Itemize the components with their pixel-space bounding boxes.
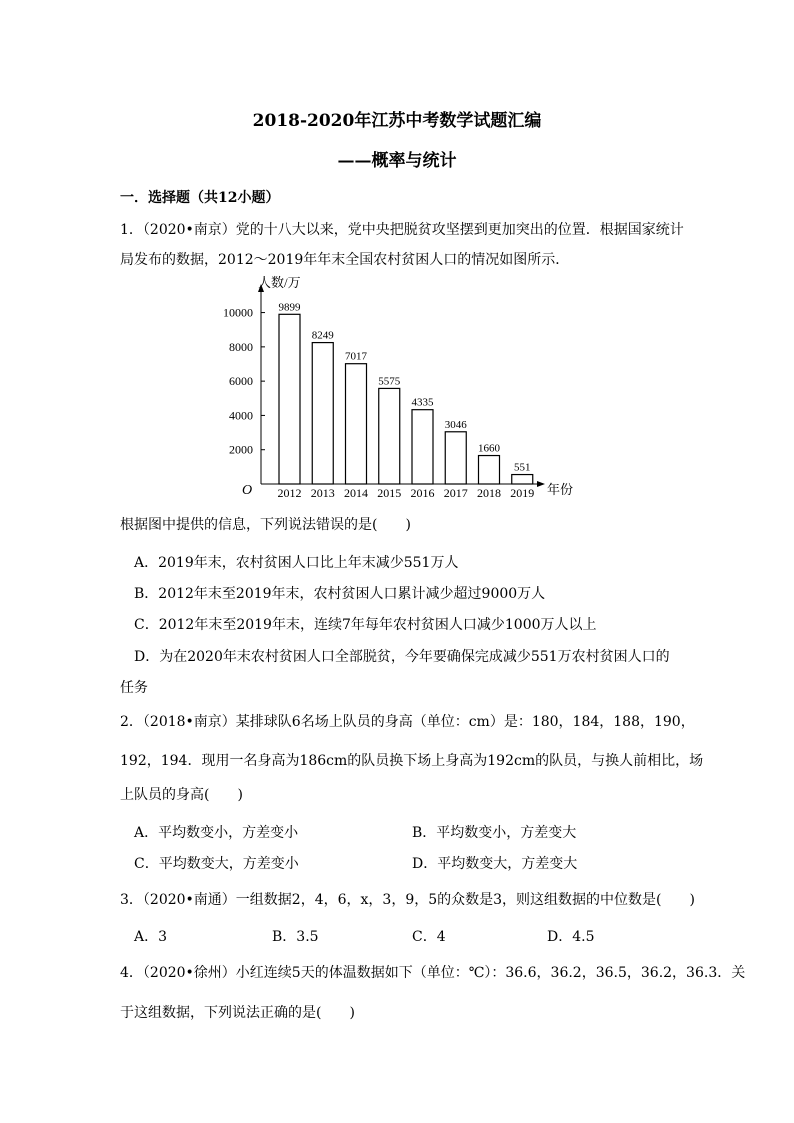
y-tick-label: 4000 bbox=[229, 408, 253, 423]
x-tick-label-2016: 2016 bbox=[410, 486, 435, 500]
q1-question: 根据图中提供的信息，下列说法错误的是( ) bbox=[120, 517, 411, 533]
data-label-2017: 3046 bbox=[444, 418, 467, 431]
q2-option-b[interactable]: B．平均数变小，方差变大 bbox=[412, 825, 577, 841]
q1-option-d-continued: 任务 bbox=[120, 680, 148, 696]
q3-option-d[interactable]: D．4.5 bbox=[547, 929, 595, 945]
q1-option-d[interactable]: D．为在2020年末农村贫困人口全部脱贫，今年要确保完成减少551万农村贫困人口的 bbox=[134, 649, 670, 665]
q1-option-b[interactable]: B．2012年末至2019年末，农村贫困人口累计减少超过9000万人 bbox=[134, 586, 546, 602]
data-label-2016: 4335 bbox=[411, 396, 434, 409]
q2-stem-line2: 192，194．现用一名身高为186cm的队员换下场上身高为192cm的队员，与换人前相比，场 bbox=[120, 753, 704, 769]
bar-2012 bbox=[279, 314, 300, 484]
x-tick-label-2013: 2013 bbox=[310, 486, 335, 500]
document-title: 2018-2020年江苏中考数学试题汇编 bbox=[252, 111, 542, 131]
q3-stem: 3．（2020•南通）一组数据2，4，6，x，3，9，5的众数是3，则这组数据的中位数是( ) bbox=[120, 892, 695, 908]
origin-label: O bbox=[242, 483, 253, 498]
data-label-2015: 5575 bbox=[378, 375, 401, 388]
q2-option-d[interactable]: D．平均数变大，方差变大 bbox=[412, 856, 578, 872]
data-label-2018: 1660 bbox=[478, 442, 500, 455]
q2-option-a[interactable]: A．平均数变小，方差变小 bbox=[134, 825, 299, 841]
x-tick-labels bbox=[278, 486, 535, 500]
bars bbox=[279, 301, 533, 484]
q3-option-c[interactable]: C．4 bbox=[412, 929, 446, 945]
data-label-2019: 551 bbox=[514, 461, 531, 474]
bar-2019 bbox=[512, 475, 533, 484]
q2-stem-line1: 2．（2018•南京）某排球队6名场上队员的身高（单位：cm）是：180，184，188，190， bbox=[120, 714, 695, 730]
q1-stem-line1: 1．（2020•南京）党的十八大以来，党中央把脱贫攻坚摆到更加突出的位置．根据国家统计 bbox=[120, 222, 684, 238]
q4-stem-line1: 4．（2020•徐州）小红连续5天的体温数据如下（单位：℃）：36.6，36.2，36.5，36.2，36.3．关 bbox=[120, 965, 746, 981]
x-tick-label-2014: 2014 bbox=[344, 486, 368, 500]
y-tick-label: 10000 bbox=[223, 305, 253, 320]
x-tick-label-2019: 2019 bbox=[510, 486, 535, 500]
q1-option-a[interactable]: A．2019年末，农村贫困人口比上年末减少551万人 bbox=[134, 555, 459, 571]
y-tick-label: 6000 bbox=[229, 374, 253, 389]
bar-2016 bbox=[412, 410, 433, 484]
q1-stem-line2: 局发布的数据，2012～2019年年末全国农村贫困人口的情况如图所示． bbox=[120, 252, 570, 268]
data-label-2014: 7017 bbox=[345, 350, 367, 363]
bar-2015 bbox=[379, 388, 400, 484]
y-tick-label: 2000 bbox=[229, 442, 253, 457]
document-subtitle: ——概率与统计 bbox=[337, 151, 457, 171]
bar-2014 bbox=[346, 364, 367, 484]
y-ticks bbox=[223, 306, 265, 457]
q3-option-b[interactable]: B．3.5 bbox=[272, 929, 319, 945]
bar-2017 bbox=[445, 432, 466, 484]
y-axis-label: 人数/万 bbox=[258, 275, 301, 290]
x-axis-label: 年份 bbox=[547, 482, 574, 497]
y-tick-label: 8000 bbox=[229, 339, 253, 354]
x-tick-label-2015: 2015 bbox=[377, 486, 402, 500]
q3-option-a[interactable]: A．3 bbox=[134, 929, 168, 945]
q1-option-c[interactable]: C．2012年末至2019年末，连续7年每年农村贫困人口减少1000万人以上 bbox=[134, 617, 597, 633]
q2-stem-line3: 上队员的身高( ) bbox=[120, 787, 243, 803]
bar-2013 bbox=[312, 343, 333, 484]
data-label-2012: 9899 bbox=[278, 301, 301, 314]
bar-2018 bbox=[479, 456, 500, 484]
q4-stem-line2: 于这组数据，下列说法正确的是( ) bbox=[120, 1005, 355, 1021]
x-tick-label-2012: 2012 bbox=[277, 486, 302, 500]
x-tick-label-2017: 2017 bbox=[443, 486, 468, 500]
x-tick-label-2018: 2018 bbox=[477, 486, 501, 500]
section-heading: 一．选择题（共12小题） bbox=[120, 190, 280, 206]
poverty-bar-chart bbox=[215, 270, 595, 505]
q2-option-c[interactable]: C．平均数变大，方差变小 bbox=[134, 856, 299, 872]
data-label-2013: 8249 bbox=[311, 329, 334, 342]
chart-axes bbox=[258, 284, 545, 487]
x-axis-arrow bbox=[537, 481, 545, 487]
